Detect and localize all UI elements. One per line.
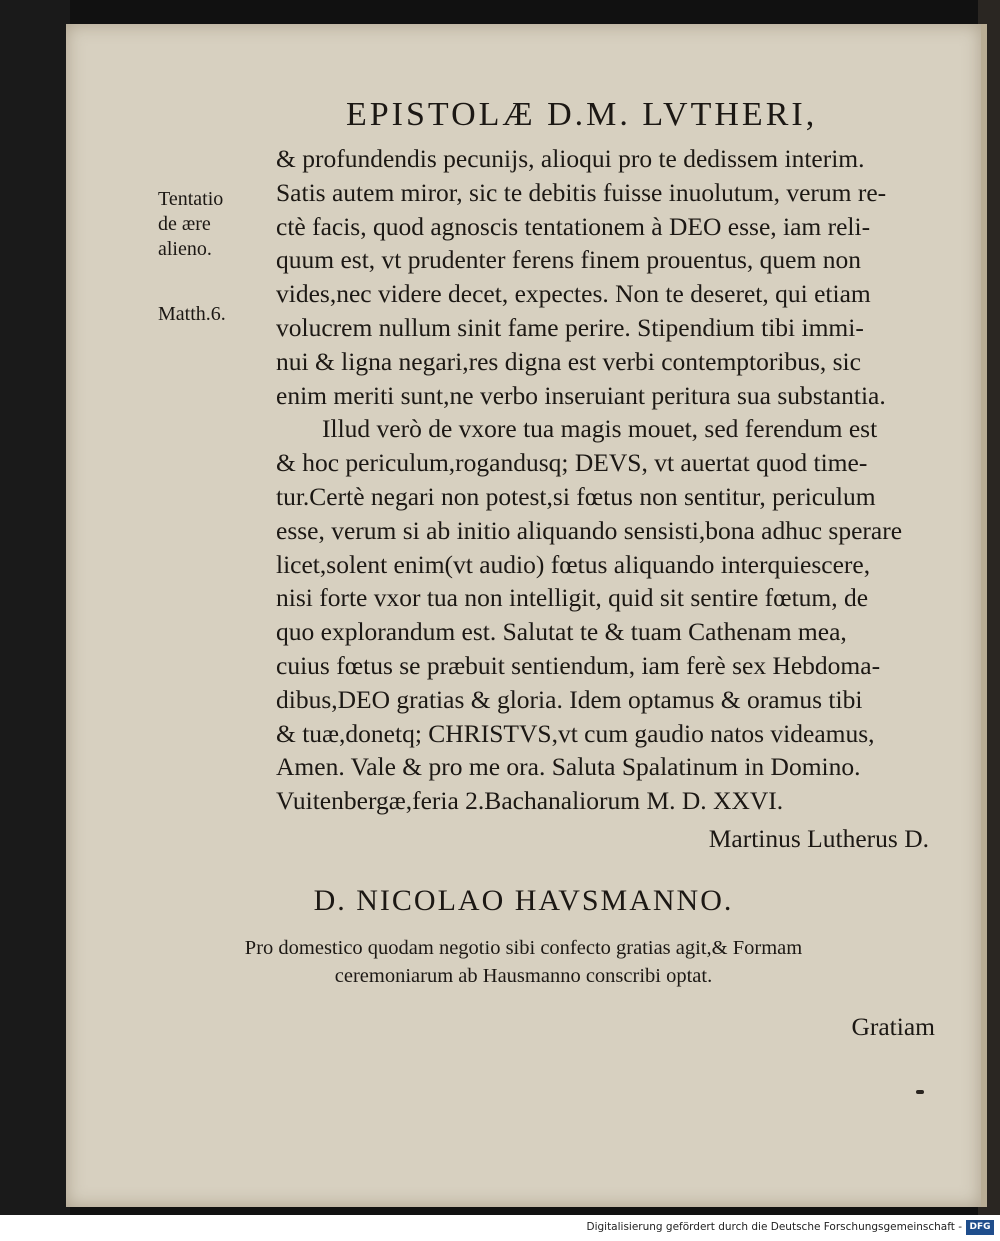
ink-speck <box>916 1090 924 1094</box>
marginal-note-tentatio <box>158 187 258 262</box>
body-line: Satis autem miror, sic te debitis fuisse inuolutum, verum re- <box>276 177 887 207</box>
marginal-note-matthew: Matth.6. <box>158 303 226 325</box>
catchword: Gratiam <box>851 1012 935 1041</box>
body-line: Amen. Vale & pro me ora. Saluta Spalatinum in Domino. <box>276 752 861 782</box>
body-line: volucrem nullum sinit fame perire. Stipendium tibi immi- <box>276 312 864 342</box>
scan-background-left <box>0 0 70 1215</box>
book-page <box>66 24 987 1207</box>
signature: Martinus Lutherus D. <box>708 824 929 853</box>
body-line: cuius fœtus se præbuit sentiendum, iam ferè sex Hebdoma- <box>276 650 881 680</box>
body-line: nui & ligna negari,res digna est verbi contemptoribus, sic <box>276 346 861 376</box>
letter-heading: D. NICOLAO HAVSMANNO. <box>313 884 734 917</box>
body-line: Vuitenbergæ,feria 2.Bachanaliorum M. D. XXVI. <box>276 786 784 816</box>
body-line: enim meriti sunt,ne verbo inseruiant peritura sua substantia. <box>276 380 886 410</box>
body-line: ctè facis, quod agnoscis tentationem à DEO esse, iam reli- <box>276 211 871 241</box>
body-line: & profundendis pecunijs, alioqui pro te dedissem interim. <box>276 144 865 173</box>
funding-notice: Digitalisierung gefördert durch die Deutsche Forschungsgemeinschaft - <box>586 1221 962 1233</box>
summary-line: ceremoniarum ab Hausmanno conscribi optat. <box>334 965 713 987</box>
body-line: nisi forte vxor tua non intelligit, quid sit sentire fœtum, de <box>276 583 869 613</box>
digitization-footer <box>0 1215 1000 1241</box>
body-line-paragraph-start: Illud verò de vxore tua magis mouet, sed ferendum est <box>322 414 878 444</box>
body-line: tur.Certè negari non potest,si fœtus non sentitur, periculum <box>276 481 876 511</box>
body-line: dibus,DEO gratias & gloria. Idem optamus & oramus tibi <box>276 684 863 714</box>
body-line: & tuæ,donetq; CHRISTVS,vt cum gaudio natos videamus, <box>276 718 875 748</box>
letter-body <box>276 142 936 818</box>
body-line: quo explorandum est. Salutat te & tuam Cathenam mea, <box>276 617 847 647</box>
body-line: & hoc periculum,rogandusq; DEVS, vt auertat quod time- <box>276 448 868 478</box>
dfg-logo-icon: DFG <box>966 1220 994 1235</box>
marginal-note-line: de ære <box>158 213 211 235</box>
body-line: licet,solent enim(vt audio) fœtus aliquando interquiescere, <box>276 549 871 579</box>
body-line: esse, verum si ab initio aliquando sensisti,bona adhuc sperare <box>276 515 903 545</box>
body-line: quum est, vt prudenter ferens finem prouentus, quem non <box>276 245 861 275</box>
body-line: vides,nec videre decet, expectes. Non te deseret, qui etiam <box>276 279 871 309</box>
marginal-note-line: Tentatio <box>158 188 224 210</box>
running-head: EPISTOLÆ D.M. LVTHERI, <box>346 96 818 133</box>
marginal-note-line: alieno. <box>158 238 212 260</box>
summary-line: Pro domestico quodam negotio sibi confecto gratias agit,& Formam <box>244 937 803 959</box>
letter-summary <box>66 934 981 990</box>
